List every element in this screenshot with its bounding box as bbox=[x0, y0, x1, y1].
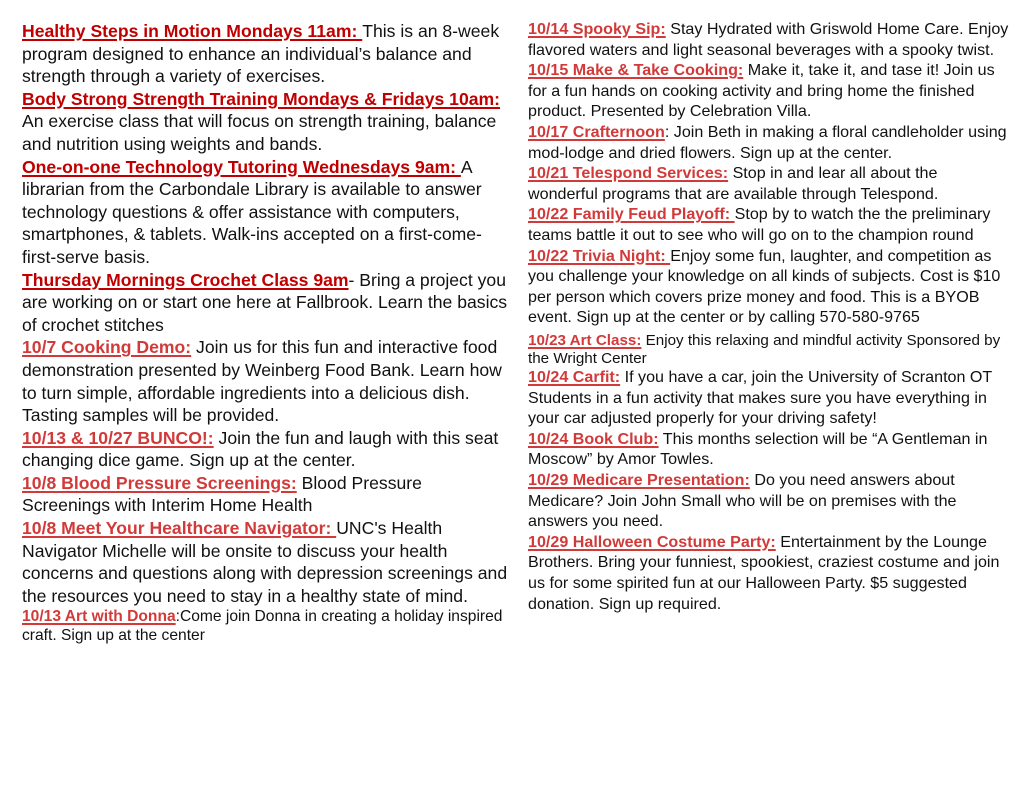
event-healthcare-navigator bbox=[22, 517, 512, 607]
event-title: 10/22 Family Feud Playoff: bbox=[528, 205, 735, 224]
event-crochet-class bbox=[22, 269, 512, 337]
event-book-club bbox=[528, 429, 1010, 470]
event-spooky-sip bbox=[528, 19, 1010, 60]
event-description: Stay Hydrated with Griswold Home Care. Enjoy flavored waters and light seasonal beverages with a spooky twist. bbox=[528, 20, 1009, 59]
event-blood-pressure bbox=[22, 472, 512, 517]
event-description: - Bring a project you are working on or start one here at Fallbrook. Learn the basics of crochet stitches bbox=[22, 269, 508, 335]
event-title: Healthy Steps in Motion Mondays 11am: bbox=[22, 21, 363, 41]
event-description: Stop by to watch the the preliminary teams battle it out to see who will go on to the champion round bbox=[528, 205, 991, 244]
event-description: An exercise class that will focus on strength training, balance and nutrition using weights and bands. bbox=[22, 111, 497, 154]
event-art-class bbox=[528, 332, 1010, 367]
event-description: This months selection will be “A Gentleman in Moscow” by Amor Towles. bbox=[528, 429, 988, 469]
event-title: 10/24 Carfit: bbox=[528, 368, 621, 387]
event-title: 10/29 Halloween Costume Party: bbox=[528, 532, 776, 551]
event-make-take-cooking bbox=[528, 60, 1010, 122]
event-description: UNC's Health Navigator Michelle will be onsite to discuss your health concerns and questions along with depression screenings and the resources you need to stay in a healthy state of mind. bbox=[22, 518, 508, 606]
event-title: 10/23 Art Class: bbox=[528, 331, 642, 349]
event-description: Do you need answers about Medicare? Join John Small who will be on premises with the answers you need. bbox=[528, 471, 957, 531]
event-title: 10/17 Crafternoon bbox=[528, 122, 665, 141]
event-halloween-party bbox=[528, 532, 1010, 614]
event-description: Join the fun and laugh with this seat changing dice game. Sign up at the center. bbox=[22, 427, 499, 471]
event-description: Join us for this fun and interactive food demonstration presented by Weinberg Food Bank. Learn how to turn simple, affordable ingredients into a delicious dish. Tasting samples will be provided. bbox=[22, 337, 502, 426]
event-title: 10/24 Book Club: bbox=[528, 429, 659, 448]
event-description: Enjoy this relaxing and mindful activity Sponsored by the Wright Center bbox=[528, 331, 1001, 367]
event-cooking-demo bbox=[22, 336, 512, 426]
event-carfit bbox=[528, 367, 1010, 429]
event-description: Blood Pressure Screenings with Interim Home Health bbox=[22, 472, 422, 516]
event-healthy-steps bbox=[22, 20, 512, 88]
event-title: 10/14 Spooky Sip: bbox=[528, 20, 666, 38]
event-description: Make it, take it, and tase it! Join us for a fun hands on cooking activity and bring home the finished product. Presented by Celebration Villa. bbox=[528, 61, 995, 121]
event-family-feud bbox=[528, 204, 1010, 245]
event-medicare-presentation bbox=[528, 470, 1010, 532]
event-art-with-donna bbox=[22, 607, 512, 645]
event-description: : Join Beth in making a floral candleholder using mod-lodge and dried flowers. Sign up at the center. bbox=[528, 122, 1007, 162]
event-title: 10/13 & 10/27 BUNCO!: bbox=[22, 427, 214, 448]
event-body-strong bbox=[22, 88, 512, 156]
event-title: 10/8 Meet Your Healthcare Navigator: bbox=[22, 518, 337, 539]
event-title: One-on-one Technology Tutoring Wednesdays 9am: bbox=[22, 156, 461, 177]
left-column bbox=[22, 20, 512, 645]
event-title: Body Strong Strength Training Mondays & Fridays 10am: bbox=[22, 88, 501, 109]
event-crafternoon bbox=[528, 122, 1010, 163]
event-telespond bbox=[528, 163, 1010, 204]
event-title: 10/29 Medicare Presentation: bbox=[528, 471, 750, 490]
event-trivia-night bbox=[528, 246, 1010, 328]
right-column bbox=[528, 19, 1010, 614]
event-title: 10/22 Trivia Night: bbox=[528, 246, 671, 265]
event-description: Enjoy some fun, laughter, and competition as you challenge your knowledge on all kinds of subjects. Cost is $10 per person which covers prize money and food. This is a BYOB event. Sign up at the center or by calling 570-580-9765 bbox=[528, 246, 1001, 327]
event-description: Stop in and lear all about the wonderful programs that are available through Telespond. bbox=[528, 164, 939, 203]
event-description: This is an 8-week program designed to enhance an individual’s balance and strength through a variety of exercises. bbox=[22, 21, 500, 87]
event-title: Thursday Mornings Crochet Class 9am bbox=[22, 269, 349, 290]
event-title: 10/15 Make & Take Cooking: bbox=[528, 61, 744, 80]
event-title: 10/21 Telespond Services: bbox=[528, 164, 729, 183]
event-description: :Come join Donna in creating a holiday inspired craft. Sign up at the center bbox=[22, 608, 503, 645]
event-title: 10/13 Art with Donna bbox=[22, 608, 176, 626]
event-title: 10/8 Blood Pressure Screenings: bbox=[22, 472, 297, 493]
event-description: Entertainment by the Lounge Brothers. Bring your funniest, spookiest, craziest costume and join us for some spirited fun at our Halloween Party. $5 suggested donation. Sign up required. bbox=[528, 532, 1000, 613]
event-bunco bbox=[22, 427, 512, 472]
event-title: 10/7 Cooking Demo: bbox=[22, 337, 192, 358]
event-description: If you have a car, join the University of Scranton OT Students in a fun activity that makes sure you have everything in your car adjusted properly for your driving safety! bbox=[528, 368, 992, 428]
event-description: A librarian from the Carbondale Library is available to answer technology questions & offer assistance with computers, smartphones, & tablets. Walk-ins accepted on a first-come-first-serve basis. bbox=[22, 156, 482, 267]
event-technology-tutoring bbox=[22, 156, 512, 269]
